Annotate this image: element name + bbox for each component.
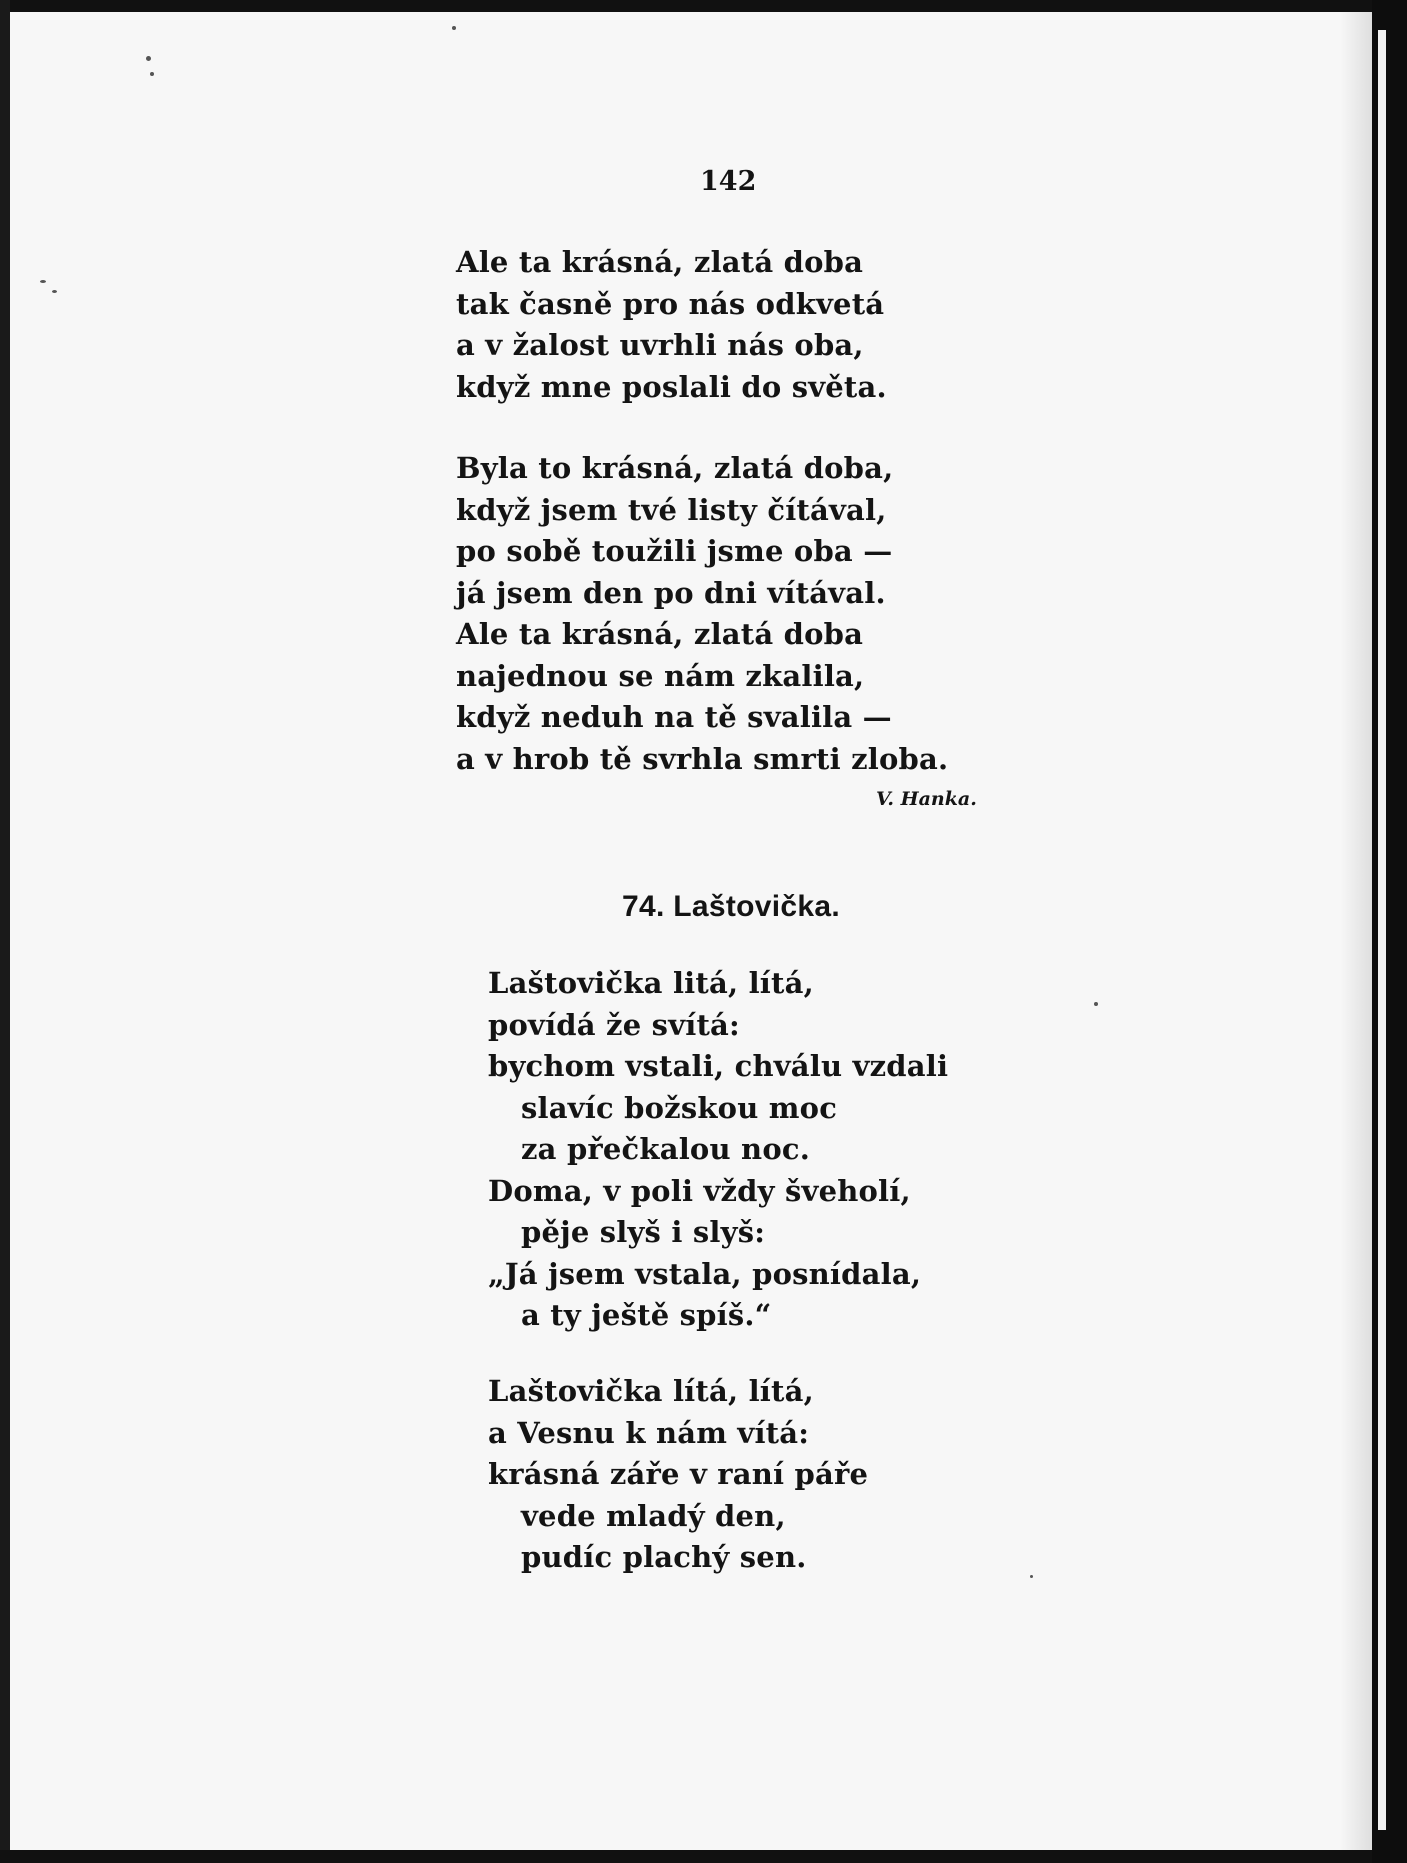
author-signature: V. Hanka. [876,788,977,810]
verse-line: pěje slyš i slyš: [521,1215,766,1249]
verse-line: tak časně pro nás odkvetá [456,286,885,321]
verse-line: Laštovička litá, lítá, [488,966,814,1000]
verse-line: „Já jsem vstala, posnídala, [488,1256,922,1291]
poem-title: 74. Laštovička. [622,890,840,923]
stanza-1 [456,242,887,408]
speckle [146,56,151,61]
verse-line: když mne poslali do světa. [456,369,887,404]
verse-line: a v hrob tě svrhla smrti zloba. [456,741,949,776]
verse-line: já jsem den po dni vítával. [456,575,886,610]
stanza-2 [456,448,948,780]
scan-edge-right-paper [1378,30,1386,1830]
verse-line: povídá že svítá: [488,1007,740,1042]
scan-edge-bottom [0,1850,1407,1863]
poem-stanza-1 [488,963,948,1337]
speckle [150,72,154,76]
verse-line: Laštovička lítá, lítá, [488,1374,814,1408]
verse-line: za přečkalou noc. [521,1132,811,1166]
page-number: 142 [700,166,757,197]
speckle [40,280,46,283]
verse-line: a Vesnu k nám vítá: [488,1415,810,1450]
scan-edge-left [0,0,10,1863]
verse-line: Doma, v poli vždy šveholí, [488,1173,911,1208]
verse-line: bychom vstali, chválu vzdali [488,1049,949,1083]
verse-line: a v žalost uvrhli nás oba, [456,328,864,362]
verse-line: po sobě toužili jsme oba — [456,534,893,568]
speckle [52,290,57,293]
speckle [452,26,456,30]
speckle [1094,1002,1098,1006]
verse-line: Ale ta krásná, zlatá doba [456,245,864,279]
verse-line: Ale ta krásná, zlatá doba [456,617,864,651]
speckle [1030,1575,1033,1578]
verse-line: krásná záře v raní páře [488,1457,869,1491]
verse-line: pudíc plachý sen. [521,1540,807,1574]
verse-line: a ty ještě spíš.“ [521,1298,772,1332]
verse-line: Byla to krásná, zlatá doba, [456,451,894,485]
verse-line: slavíc božskou moc [521,1090,838,1125]
verse-line: když jsem tvé listy čítával, [456,492,887,527]
gutter-shadow [1340,12,1372,1850]
scan-edge-top [0,0,1407,12]
poem-stanza-2 [488,1371,868,1579]
verse-line: když neduh na tě svalila — [456,700,892,734]
verse-line: vede mladý den, [521,1498,786,1533]
verse-line: najednou se nám zkalila, [456,658,865,693]
